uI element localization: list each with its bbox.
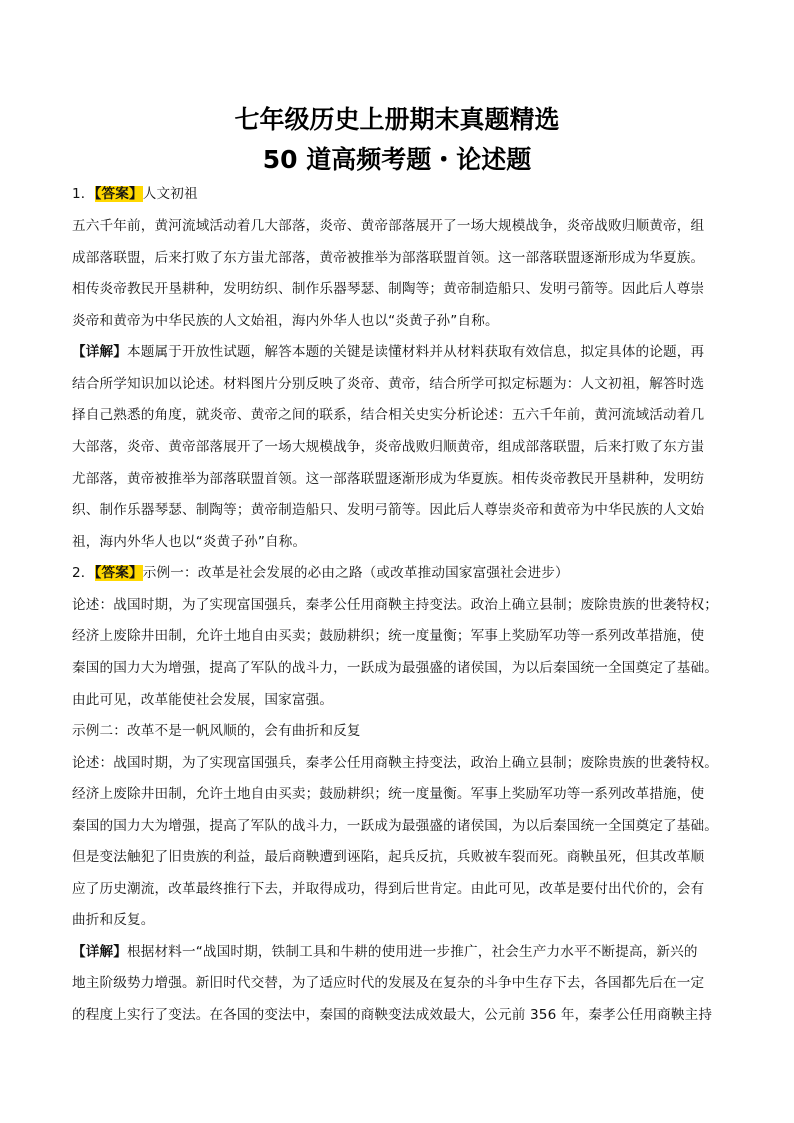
q2-example2-line: 但是变法触犯了旧贵族的利益，最后商鞅遭到诬陷，起兵反抗，兵败被车裂而死。商鞅虽死，但其改革顺 — [72, 849, 705, 865]
q1-detail-text-line: 择自己熟悉的角度，就炎帝、黄帝之间的联系，结合相关史实分析论述：五六千年前，黄河流域活动着几 — [72, 407, 705, 423]
page-subtitle: 50 道高频考题・论述题 — [262, 145, 532, 174]
q2-detail-text-line: 地主阶级势力增强。新旧时代交替，为了适应时代的发展及在复杂的斗争中生存下去，各国都先后在一定 — [72, 975, 705, 991]
q1-answer-tag: 【答案】 — [94, 186, 143, 202]
q1-detail-text-line: 祖，海内外华人也以“炎黄子孙”自称。 — [72, 534, 307, 550]
q2-example2-line: 曲折和反复。 — [72, 912, 155, 928]
q2-example1-line: 秦国的国力大为增强，提高了军队的战斗力，一跃成为最强盛的诸侯国，为以后秦国统一全国奠定了基础。 — [72, 660, 718, 676]
q1-number: 1． — [72, 186, 95, 202]
q1-answer-text-line: 相传炎帝教民开垦耕种，发明纺织、制作乐器琴瑟、制陶等；黄帝制造船只、发明弓箭等。因此后人尊崇 — [72, 281, 705, 297]
q1-answer-title: 人文初祖 — [142, 186, 198, 202]
q2-detail-text-line: 的程度上实行了变法。在各国的变法中，秦国的商鞅变法成效最大，公元前 356 年，秦孝公任用商鞅主持 — [72, 1007, 713, 1023]
q2-detail-first: 根据材料一“战国时期，铁制工具和牛耕的使用进一步推广，社会生产力水平不断提高，新兴的 — [126, 944, 698, 960]
q2-example1-line: 经济上废除井田制，允许土地自由买卖；鼓励耕织；统一度量衡；军事上奖励军功等一系列改革措施，使 — [72, 628, 705, 644]
q2-detail-line — [72, 944, 732, 961]
q2-example2-line: 论述：战国时期，为了实现富国强兵，秦孝公任用商鞅主持变法，政治上确立县制；废除贵族的世袭特权。 — [72, 755, 718, 771]
q1-detail-text-line: 大部落，炎帝、黄帝部落展开了一场大规模战争，炎帝战败归顺黄帝，组成部落联盟，后来打败了东方蚩 — [72, 439, 705, 455]
q1-detail-tag: 【详解】 — [72, 344, 127, 360]
q2-answer-tag: 【答案】 — [94, 565, 143, 581]
q2-detail-tag: 【详解】 — [72, 944, 127, 960]
q1-answer-text-line: 炎帝和黄帝为中华民族的人文始祖，海内外华人也以“炎黄子孙”自称。 — [72, 313, 499, 329]
q2-example2-line: 经济上废除井田制，允许土地自由买卖；鼓励耕织；统一度量衡。军事上奖励军功等一系列改革措施，使 — [72, 786, 705, 802]
q1-answer-line — [72, 186, 732, 203]
q1-detail-text-line: 织、制作乐器琴瑟、制陶等；黄帝制造船只、发明弓箭等。因此后人尊崇炎帝和黄帝为中华民族的人文始 — [72, 502, 705, 518]
q2-example2-line: 应了历史潮流，改革最终推行下去，并取得成功，得到后世肯定。由此可见，改革是要付出代价的，会有 — [72, 881, 705, 897]
q2-number: 2． — [72, 565, 95, 581]
q2-example2-line: 秦国的国力大为增强，提高了军队的战斗力，一跃成为最强盛的诸侯国，为以后秦国统一全国奠定了基础。 — [72, 818, 718, 834]
q1-detail-line — [72, 344, 732, 361]
q1-detail-first: 本题属于开放性试题，解答本题的关键是读懂材料并从材料获取有效信息，拟定具体的论题，再 — [126, 344, 705, 360]
page-title: 七年级历史上册期末真题精选 — [234, 105, 560, 134]
q1-detail-text-line: 尤部落，黄帝被推举为部落联盟首领。这一部落联盟逐渐形成为华夏族。相传炎帝教民开垦耕种，发明纺 — [72, 471, 705, 487]
q2-answer-line — [72, 565, 732, 582]
q2-example2-title: 示例二：改革不是一帆风顺的，会有曲折和反复 — [72, 723, 361, 739]
q2-example1-line: 由此可见，改革能使社会发展，国家富强。 — [72, 692, 334, 708]
q2-answer-title: 示例一：改革是社会发展的必由之路（或改革推动国家富强社会进步） — [142, 565, 569, 581]
q1-detail-text-line: 结合所学知识加以论述。材料图片分别反映了炎帝、黄帝，结合所学可拟定标题为：人文初祖，解答时选 — [72, 376, 705, 392]
q1-answer-text-line: 成部落联盟，后来打败了东方蚩尤部落，黄帝被推举为部落联盟首领。这一部落联盟逐渐形成为华夏族。 — [72, 250, 705, 266]
q1-answer-text-line: 五六千年前，黄河流域活动着几大部落，炎帝、黄帝部落展开了一场大规模战争，炎帝战败归顺黄帝，组 — [72, 218, 705, 234]
q2-example1-line: 论述：战国时期，为了实现富国强兵，秦孝公任用商鞅主持变法。政治上确立县制；废除贵族的世袭特权； — [72, 597, 718, 613]
